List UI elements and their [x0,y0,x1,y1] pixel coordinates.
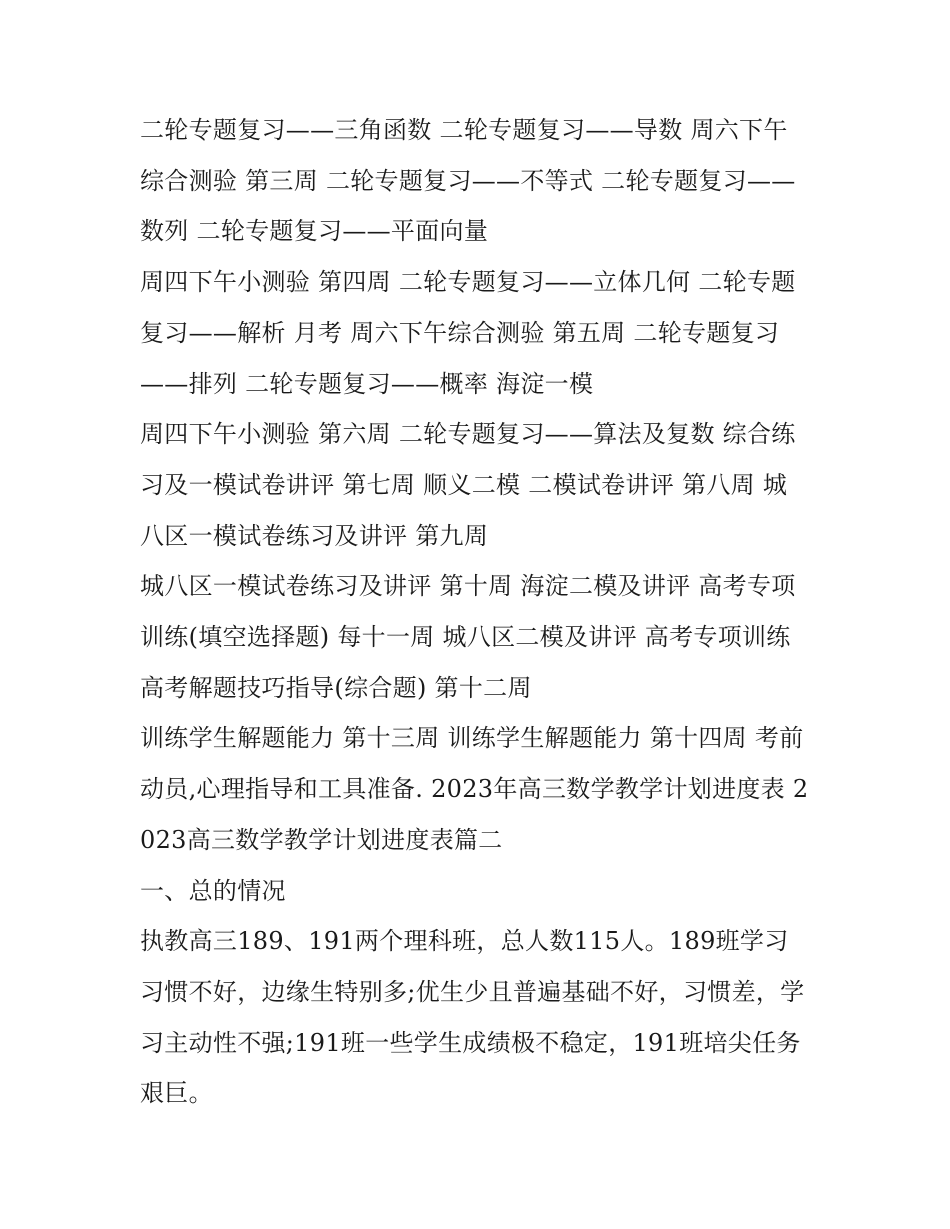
paragraph-review-topics-week9: 周四下午小测验 第六周 二轮专题复习——算法及复数 综合练习及一模试卷讲评 第七周 顺义二模 二模试卷讲评 第八周 城八区一模试卷练习及讲评 第九周 [140,420,796,550]
paragraph-review-topics-week3: 二轮专题复习——三角函数 二轮专题复习——导数 周六下午综合测验 第三周 二轮专题复习——不等式 二轮专题复习——数列 二轮专题复习——平面向量 [140,116,796,246]
paragraph-final-weeks-and-title: 训练学生解题能力 第十三周 训练学生解题能力 第十四周 考前动员,心理指导和工具准备. 2023年高三数学教学计划进度表 2023高三数学教学计划进度表篇二 [140,724,809,854]
section-heading-overall: 一、总的情况 [140,876,286,905]
paragraph-review-topics-week5: 周四下午小测验 第四周 二轮专题复习——立体几何 二轮专题复习——解析 月考 周六下午综合测验 第五周 二轮专题复习——排列 二轮专题复习——概率 海淀一模 [140,268,796,398]
paragraph-class-situation: 执教高三189、191两个理科班，总人数115人。189班学习习惯不好，边缘生特别多;优生少且普遍基础不好，习惯差，学习主动性不强;191班一些学生成绩极不稳定，191班培尖任务艰巨。 [140,927,805,1108]
paragraph-review-topics-week12: 城八区一模试卷练习及讲评 第十周 海淀二模及讲评 高考专项训练(填空选择题) 每十一周 城八区二模及讲评 高考专项训练 高考解题技巧指导(综合题) 第十二周 [140,572,796,702]
